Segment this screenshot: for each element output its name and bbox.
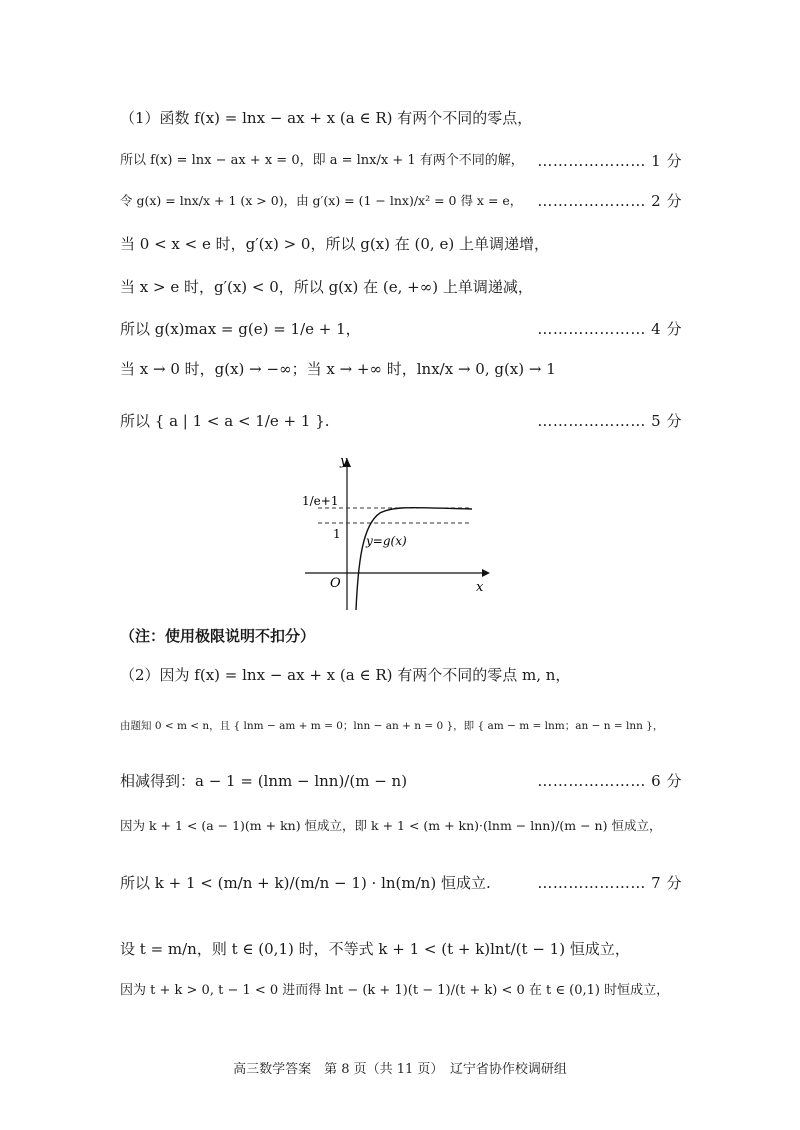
part1-line-5: 当 x > e 时，g′(x) < 0，所以 g(x) 在 (e, +∞) 上单调递减， <box>120 278 533 296</box>
score-mark: ………………… 2 分 <box>537 192 682 210</box>
part2-line-4: 因为 k + 1 < (a − 1)(m + kn) 恒成立，即 k + 1 < (m + kn)·(lnm − lnn)/(m − n) 恒成立， <box>120 818 662 833</box>
part2-line-5: 所以 k + 1 < (m/n + k)/(m/n − 1) · ln(m/n) 恒成立. <box>120 874 491 892</box>
part1-line-2: 所以 f(x) = lnx − ax + x = 0，即 a = lnx/x + 1 有两个不同的解， <box>120 153 524 168</box>
score-mark: ………………… 4 分 <box>537 320 682 338</box>
part2-line-7: 因为 t + k > 0, t − 1 < 0 进而得 lnt − (k + 1)(t − 1)/(t + k) < 0 在 t ∈ (0,1) 时恒成立， <box>120 983 670 998</box>
score-mark: ………………… 6 分 <box>537 772 682 790</box>
score-mark: ………………… 1 分 <box>537 152 682 170</box>
note: （注：使用极限说明不扣分） <box>120 627 316 645</box>
part1-line-6: 所以 g(x)max = g(e) = 1/e + 1， <box>120 320 361 338</box>
curve-label: y=g(x) <box>366 534 407 548</box>
part1-line-3: 令 g(x) = lnx/x + 1 (x > 0)，由 g′(x) = (1 − lnx)/x² = 0 得 x = e， <box>120 193 523 208</box>
upper-asymptote-label: 1/e+1 <box>302 494 339 508</box>
x-axis-arrow <box>482 569 490 577</box>
part2-line-1: （2）因为 f(x) = lnx − ax + x (a ∈ R) 有两个不同的零点 m, n， <box>120 666 571 684</box>
part2-line-3: 相减得到：a − 1 = (lnm − lnn)/(m − n) <box>120 772 408 790</box>
part1-line-4: 当 0 < x < e 时，g′(x) > 0，所以 g(x) 在 (0, e) 上单调递增， <box>120 235 549 253</box>
page-footer: 高三数学答案 第 8 页（共 11 页） 辽宁省协作校调研组 <box>233 1062 567 1077</box>
origin-label: O <box>330 576 341 591</box>
x-axis-label: x <box>476 580 484 595</box>
part2-line-6: 设 t = m/n，则 t ∈ (0,1) 时，不等式 k + 1 < (t + k)lnt/(t − 1) 恒成立， <box>120 940 630 958</box>
part1-line-7: 当 x → 0 时，g(x) → −∞；当 x → +∞ 时，lnx/x → 0, g(x) → 1 <box>120 360 556 378</box>
function-graph <box>300 455 500 615</box>
score-mark: ………………… 5 分 <box>537 412 682 430</box>
part2-line-2: 由题知 0 < m < n，且 { lnm − am + m = 0；lnn − an + n = 0 }，即 { am − m = lnm；an − n = lnn }， <box>120 720 664 732</box>
score-mark: ………………… 7 分 <box>537 874 682 892</box>
part1-line-8: 所以 { a | 1 < a < 1/e + 1 }. <box>120 412 330 430</box>
y-axis-label: y <box>340 455 348 469</box>
lower-asymptote-label: 1 <box>333 527 341 541</box>
part1-line-1: （1）函数 f(x) = lnx − ax + x (a ∈ R) 有两个不同的零点， <box>120 109 533 127</box>
